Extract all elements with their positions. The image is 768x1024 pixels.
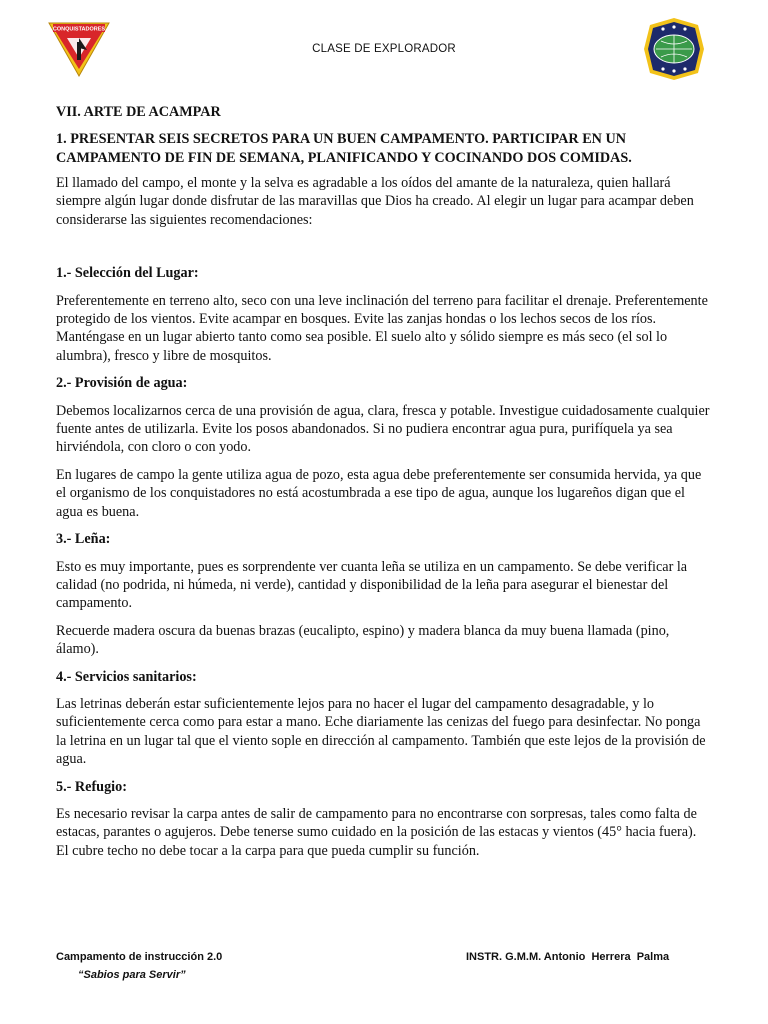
section-title: VII. ARTE DE ACAMPAR: [56, 104, 221, 120]
intro-paragraph: El llamado del campo, el monte y la selva es agradable a los oídos del amante de la naturaleza, quien hallará siempre algún lugar donde disfrutar de las maravillas que Dios ha creado. Al elegir un lugar para acampar deben considerarse las siguientes recomendaciones:: [56, 175, 694, 228]
heading-seleccion-lugar: 1.- Selección del Lugar:: [56, 265, 199, 282]
requirement-title: 1. PRESENTAR SEIS SECRETOS PARA UN BUEN CAMPAMENTO. PARTICIPAR EN UN CAMPAMENTO DE FIN DE SEMANA, PLANIFICANDO Y COCINANDO DOS COMIDAS.: [56, 131, 632, 166]
document-body: [56, 103, 710, 869]
explorer-globe-emblem-icon: [641, 16, 707, 82]
page-header-title: CLASE DE EXPLORADOR: [312, 43, 456, 55]
footer-left: [56, 948, 222, 984]
heading-servicios-sanitarios: 4.- Servicios sanitarios:: [56, 668, 197, 685]
paragraph: Recuerde madera oscura da buenas brazas (eucalipto, espino) y madera blanca da muy buena llamada (pino, álamo).: [56, 622, 670, 658]
footer-course-name: Campamento de instrucción 2.0: [56, 951, 223, 963]
paragraph: En lugares de campo la gente utiliza agua de pozo, esta agua debe preferentemente ser consumida hervida, ya que el organismo de los conquistadores no está acostumbrada a ese tipo de agua, aunque los lugareños digan que el agua es buena.: [56, 466, 702, 520]
footer-instructor: INSTR. G.M.M. Antonio Herrera Palma: [466, 951, 670, 963]
heading-lena: 3.- Leña:: [56, 531, 111, 548]
paragraph: Es necesario revisar la carpa antes de salir de campamento para no encontrarse con sorpresas, tales como falta de estacas, parantes o agujeros. Debe tenerse sumo cuidado en la posición de las estacas y vientos (45° hacia fuera). El cubre techo no debe tocar a la carpa para que pueda cumplir su función.: [56, 805, 697, 859]
paragraph: Esto es muy importante, pues es sorprendente ver cuanta leña se utiliza en un campamento. Se debe verificar la calidad (no podrida, ni húmeda, ni verde), cantidad y disponibilidad de la leña para asegurar el bienestar del campamento.: [56, 558, 688, 612]
heading-refugio: 5.- Refugio:: [56, 778, 127, 795]
paragraph: Preferentemente en terreno alto, seco con una leve inclinación del terreno para facilitar el drenaje. Preferentemente protegido de los vientos. Evite acampar en bosques. Evite las zanjas hondas o los lechos secos de los ríos. Manténgase en un lugar abierto tanto como sea posible. El suelo alto y sólido siempre es más seco (el sol lo alumbra), fresco y libre de mosquitos.: [56, 292, 708, 364]
paragraph: Las letrinas deberán estar suficientemente lejos para no hacer el lugar del campamento desagradable, y lo suficientemente cerca como para estar a mano. Eche diariamente las cenizas del fuego para desinfectar. No ponga la letrina en un lugar tal que el viento sople en dirección al campamento. También que este lejos de la provisión de agua.: [56, 695, 706, 768]
paragraph: Debemos localizarnos cerca de una provisión de agua, clara, fresca y potable. Investigue cuidadosamente cualquier fuente antes de utilizarla. Evite los posos abandonados. Si no pudiera encontrar agua pura, purifíquela ya sea hirviéndola, con cloro o con yodo.: [56, 402, 710, 456]
heading-provision-agua: 2.- Provisión de agua:: [56, 375, 188, 392]
footer-motto: “Sabios para Servir”: [78, 969, 186, 981]
shield-banner-text: CONQUISTADORES: [52, 26, 106, 33]
